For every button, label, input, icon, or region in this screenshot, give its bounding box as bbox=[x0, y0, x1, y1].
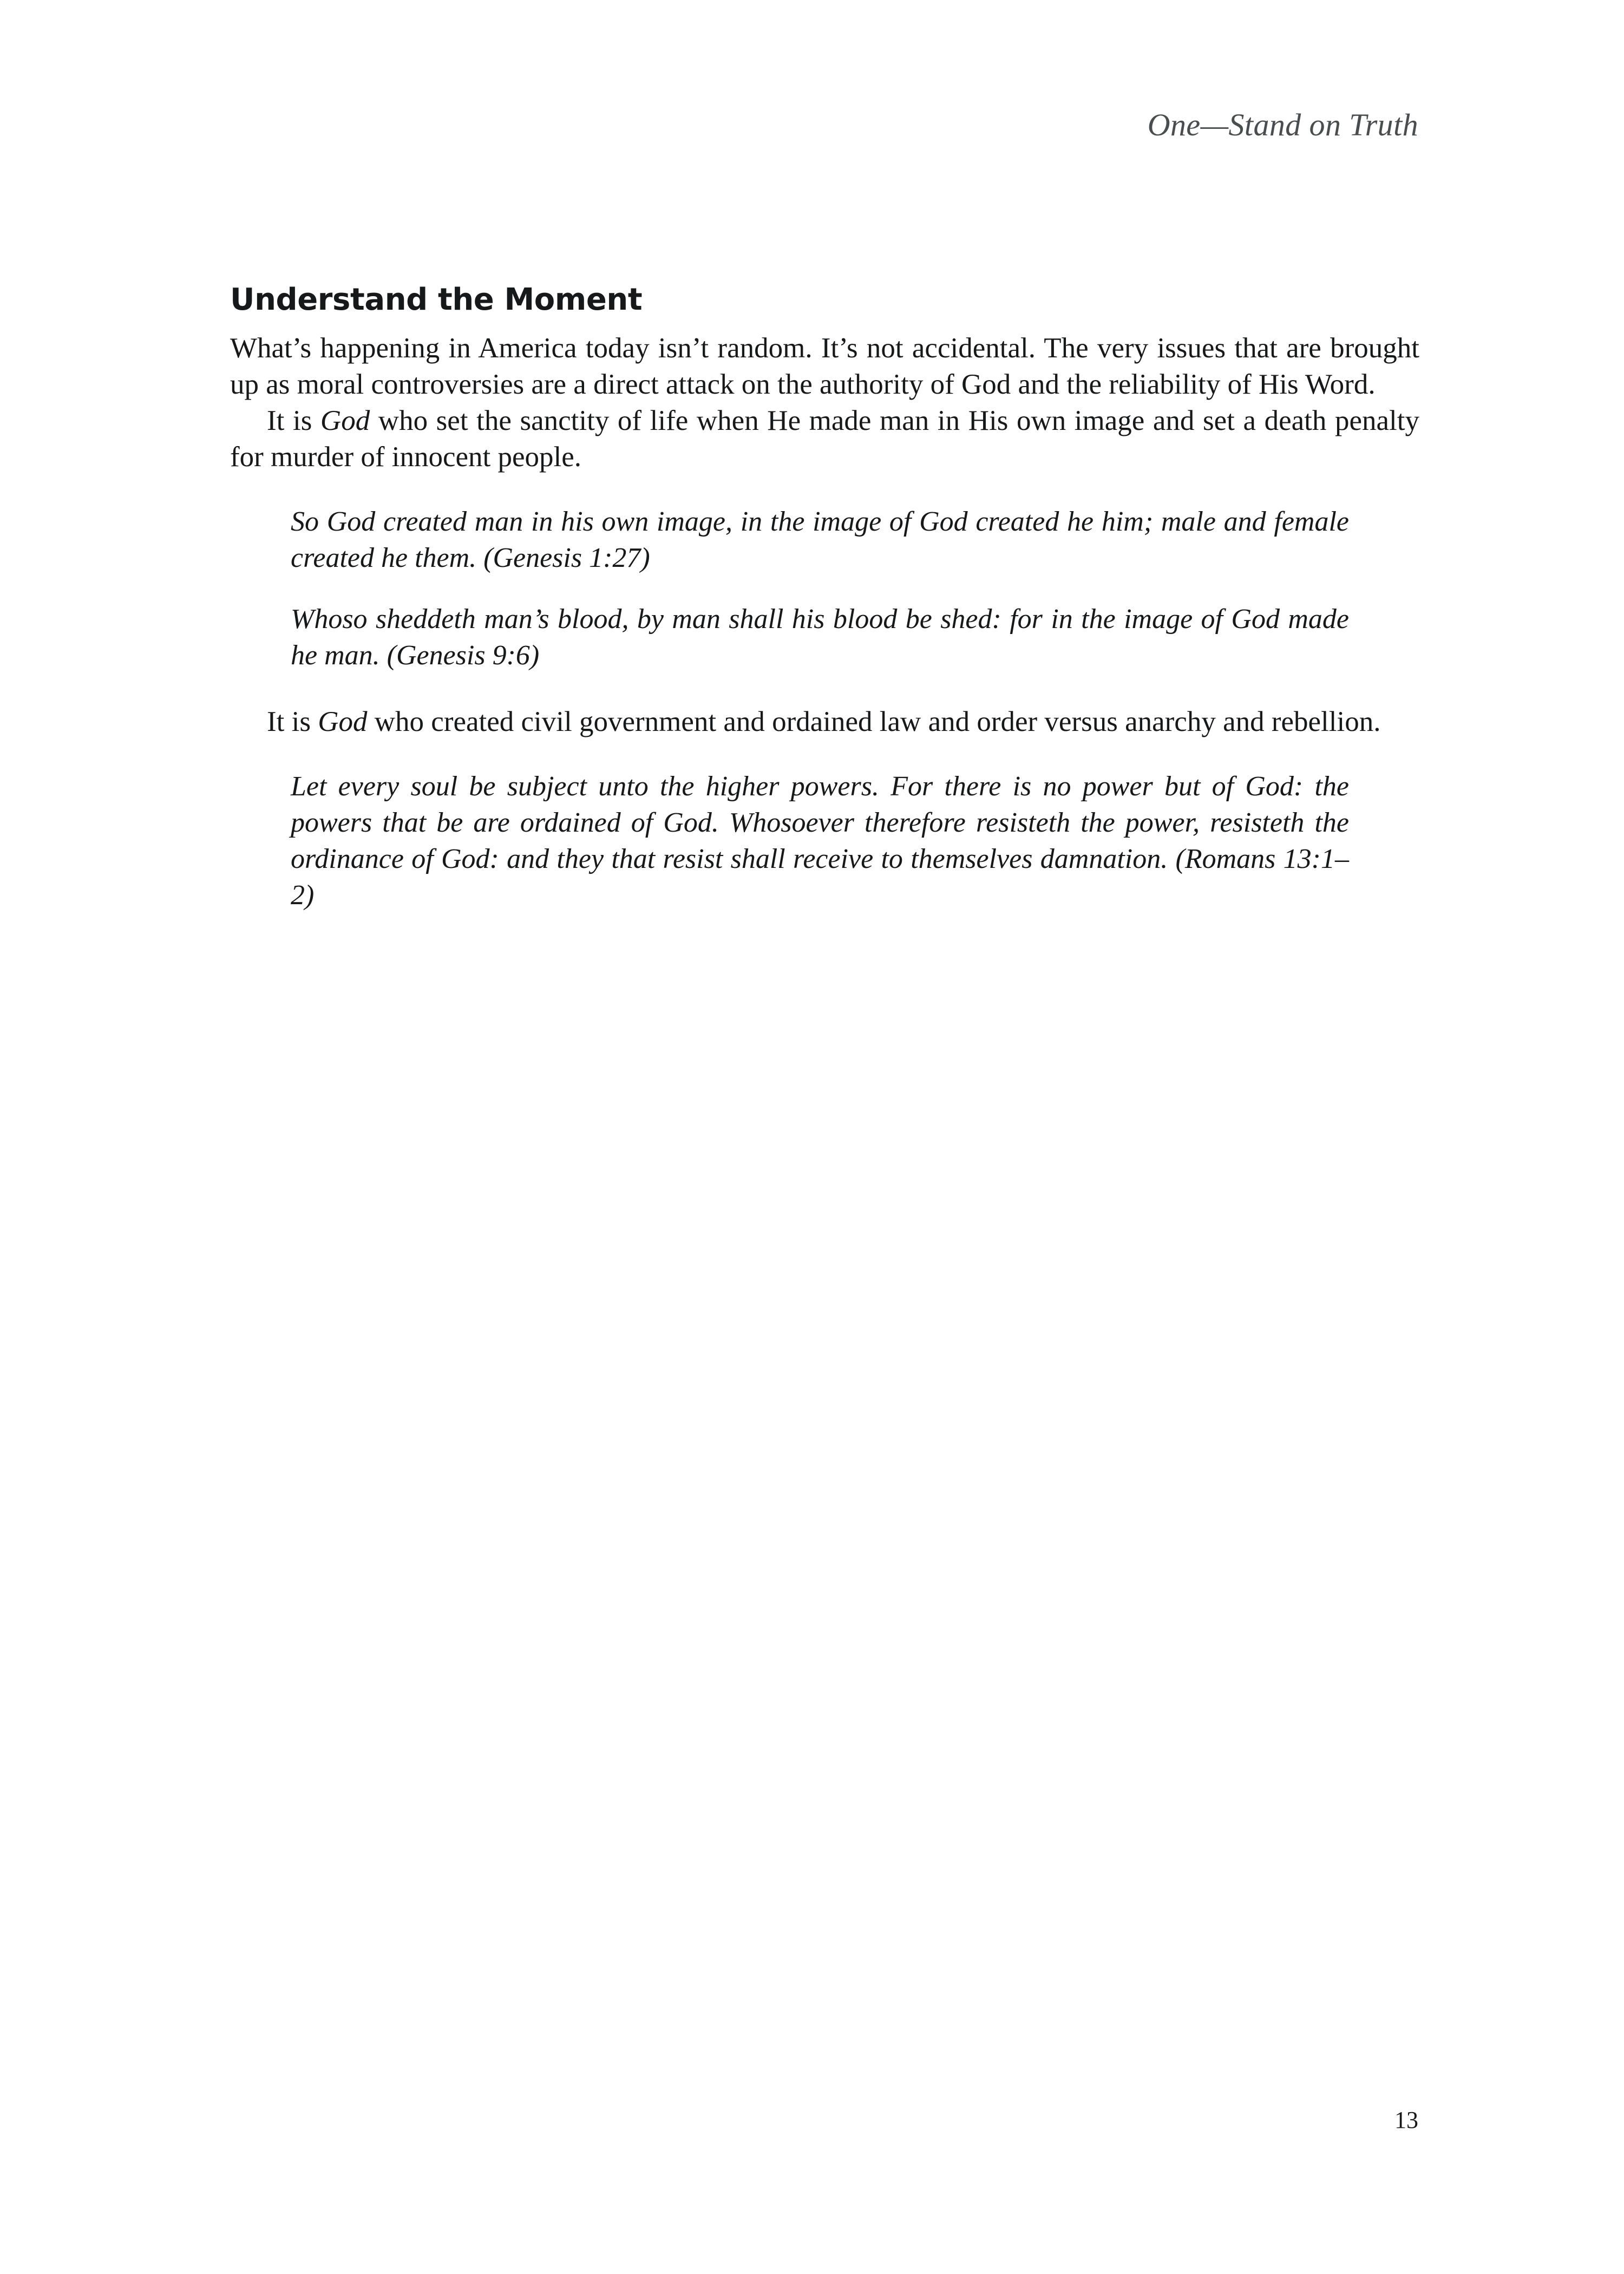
quote-block-genesis-9-6 bbox=[291, 601, 1349, 674]
body-paragraph-1: What’s happening in America today isn’t random. It’s not accidental. The very issues that are brought up as moral controversies are a direct attack on the authority of God and the reliability of His Word. bbox=[230, 332, 1419, 401]
paragraph-2-tail-text: who set the sanctity of life when He made man in His own image and set a death penalty for murder of innocent people. bbox=[230, 405, 1419, 473]
spacer bbox=[230, 740, 1419, 768]
quote-block-romans-13-1-2 bbox=[291, 768, 1349, 913]
scripture-quote-genesis-1-27: So God created man in his own image, in the image of God created he him; male and female created he them. (Genesis 1:27) bbox=[291, 506, 1349, 574]
paragraph-2-lead-text: It is bbox=[267, 405, 320, 437]
quote-block-genesis-1-27 bbox=[291, 504, 1349, 576]
scripture-quote-romans-13-1-2: Let every soul be subject unto the higher powers. For there is no power but of God: the powers that be are ordained of God. Whosoever therefore resisteth the power, resisteth the ordinance of God: and they that resist shall receive to themselves damnation. (Romans 13:1–2) bbox=[291, 771, 1349, 911]
section-heading: Understand the Moment bbox=[230, 282, 643, 317]
paragraph-3-lead-text: It is bbox=[267, 706, 318, 738]
text-column bbox=[230, 282, 1419, 913]
body-paragraph-2 bbox=[230, 403, 1419, 475]
scripture-quote-genesis-9-6: Whoso sheddeth man’s blood, by man shall his blood be shed: for in the image of God made he man. (Genesis 9:6) bbox=[291, 604, 1349, 671]
paragraph-3-tail-text: who created civil government and ordained law and order versus anarchy and rebellion. bbox=[367, 706, 1381, 738]
emphasis-god-1: God bbox=[320, 405, 370, 437]
spacer bbox=[230, 475, 1419, 504]
spacer bbox=[230, 576, 1419, 601]
spacer bbox=[230, 674, 1419, 704]
emphasis-god-2: God bbox=[318, 706, 368, 738]
page-number: 13 bbox=[1394, 2107, 1418, 2133]
body-paragraph-3 bbox=[230, 704, 1419, 740]
running-head: One—Stand on Truth bbox=[1147, 107, 1418, 142]
